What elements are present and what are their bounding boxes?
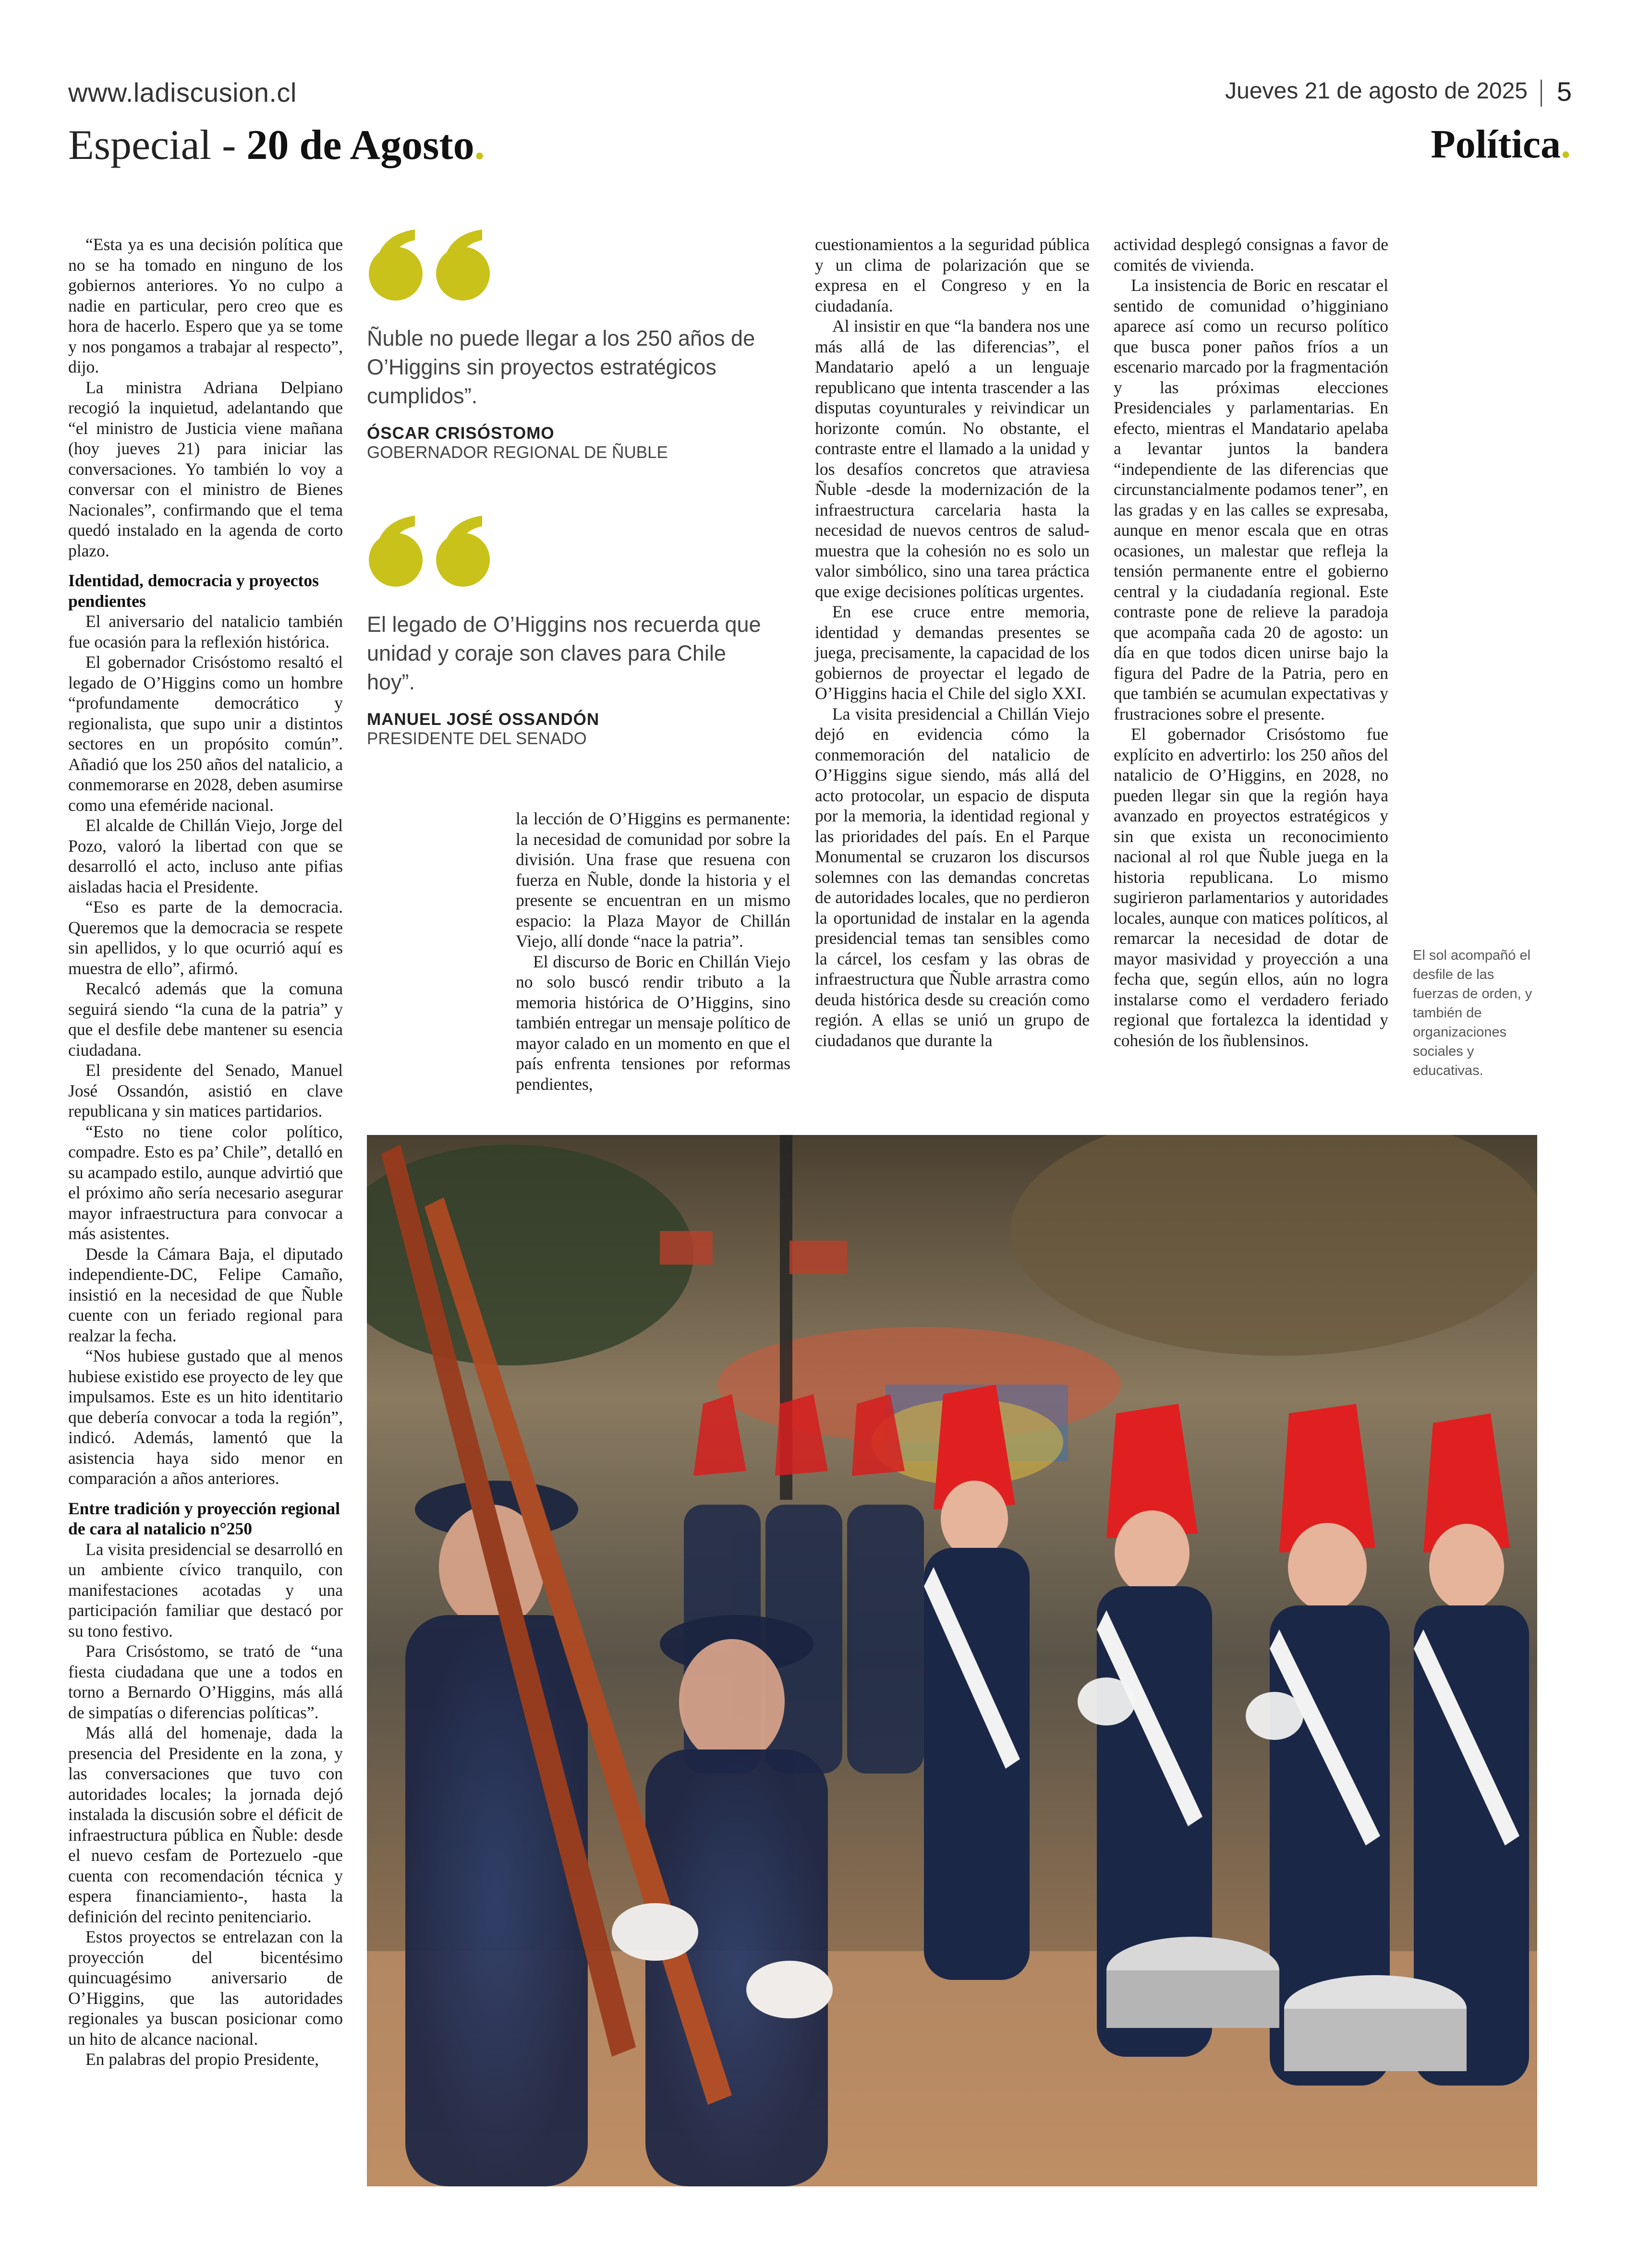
quote-author-role: PRESIDENTE DEL SENADO: [367, 729, 587, 748]
category-label: Política: [1431, 122, 1561, 167]
paragraph: la lección de O’Higgins es permanente: la necesidad de comunidad por sobre la división. Una frase que resuena con fuerza en Ñuble, donde la historia y el presente se encuentran en un mismo espacio: la Plaza Mayor de Chillán Viejo, allí donde “nace la patria”.: [516, 809, 790, 951]
header-divider: [1541, 80, 1542, 107]
paragraph: En ese cruce entre memoria, identidad y demandas presentes se juega, precisamente, la capacidad de los gobiernos de proyectar el legado de O’Higgins hacia el Chile del siglo XXI.: [815, 602, 1090, 703]
parade-photo: [367, 1135, 1537, 2186]
paragraph: actividad desplegó consignas a favor de comités de vivienda.: [1114, 235, 1388, 275]
quote-author: ÓSCAR CRISÓSTOMO: [367, 424, 555, 443]
paragraph: En palabras del propio Presidente,: [85, 2050, 319, 2069]
paragraph: “Eso es parte de la democracia. Queremos que la democracia se respete sin apellidos, y lo que ocurrió aquí es muestra de ello”, afirmó.: [68, 897, 343, 978]
paragraph: “Esta ya es una decisión política que no se ha tomado en ninguno de los gobiernos anteriores. Yo no culpo a nadie en particular, pero creo que es hora de hacerlo. Espero que ya se tome y nos pongamos a trabajar al respecto”, dijo.: [68, 235, 343, 376]
paragraph: El presidente del Senado, Manuel José Ossandón, asistió en clave republicana y sin matices partidarios.: [68, 1061, 343, 1121]
article-column-2: [516, 808, 790, 1094]
subheading: Entre tradición y proyección regional de cara al natalicio n°250: [68, 1498, 340, 1538]
paragraph: Desde la Cámara Baja, el diputado independiente-DC, Felipe Camaño, insistió en la necesidad de que Ñuble cuente con un feriado regional para realzar la fecha.: [68, 1244, 343, 1345]
quote-text: Ñuble no puede llegar a los 250 años de O’Higgins sin proyectos estratégicos cumplidos”.: [367, 326, 755, 408]
article-column-3: [815, 234, 1090, 1050]
paragraph: Más allá del homenaje, dada la presencia del Presidente en la zona, y las conversaciones que tuvo con autoridades locales; la jornada dejó instalada la discusión sobre el déficit de infraestructura pública en Ñuble: desde el nuevo cesfam de Portezuelo -que cuenta con recomendación técnica y espera financiamiento-, hasta la definición del recinto penitenciario.: [68, 1723, 343, 1926]
paragraph: Al insistir en que “la bandera nos une más allá de las diferencias”, el Mandatario apeló a un lenguaje republicano que intenta trascender a las disputas coyunturales y reivindicar un horizonte común. No obstante, el contraste entre el llamado a la unidad y los desafíos concretos que atraviesa Ñuble -desde la modernización de la infraestructura carcelaria hasta la necesidad de nuevos centros de salud- muestra que la cohesión no es solo un valor simbólico, sino una tarea práctica que exige decisiones políticas urgentes.: [815, 316, 1090, 601]
paragraph: cuestionamientos a la seguridad pública y un clima de polarización que se expresa en el Congreso y en la ciudadanía.: [815, 235, 1090, 315]
paragraph: La visita presidencial se desarrolló en un ambiente cívico tranquilo, con manifestaciones acotadas y una participación familiar que destacó por su tono festivo.: [68, 1539, 343, 1641]
category-title: [1431, 121, 1571, 168]
section-title-bold: 20 de Agosto: [246, 122, 474, 169]
section-title: [68, 121, 485, 169]
subheading: Identidad, democracia y proyectos pendientes: [68, 571, 319, 611]
paragraph: Para Crisóstomo, se trató de “una fiesta ciudadana que une a todos en torno a Bernardo O’Higgins, más allá de simpatías o diferencias políticas”.: [68, 1641, 343, 1722]
quote-text: El legado de O’Higgins nos recuerda que unidad y coraje son claves para Chile hoy”.: [367, 612, 761, 694]
article-column-1: [68, 234, 343, 2070]
paragraph: Recalcó además que la comuna seguirá siendo “la cuna de la patria” y que el desfile debe mantener su esencia ciudadana.: [68, 979, 343, 1060]
paragraph: El alcalde de Chillán Viejo, Jorge del Pozo, valoró la libertad con que se desarrolló el acto, incluso ante pifias aisladas hacia el Presidente.: [68, 816, 343, 896]
parade-illustration: [367, 1135, 1537, 2186]
paragraph: “Nos hubiese gustado que al menos hubiese existido ese proyecto de ley que impulsamos. Este es un hito identitario que debería convocar a toda la región”, indicó. Además, lamentó que la asistencia haya sido menor en comparación a años anteriores.: [68, 1346, 343, 1488]
paragraph: El gobernador Crisóstomo fue explícito en advertirlo: los 250 años del natalicio de O’Higgins, en 2028, no pueden llegar sin que la región haya avanzado en proyectos estratégicos y sin que exista un reconocimiento nacional al rol que Ñuble juega en la historia republicana. Lo mismo sugirieron parlamentarios y autoridades locales, aunque con matices políticos, al remarcar la necesidad de dotar de mayor masividad y proyección a una fecha que, según ellos, aún no logra instalarse como el verdadero feriado regional que fortalezca la identidad y cohesión de los ñublensinos.: [1114, 724, 1388, 1050]
paragraph: Estos proyectos se entrelazan con la proyección del bicentésimo quincuagésimo aniversario de O’Higgins, que las autoridades regionales ya buscan posicionar como un hito de alcance nacional.: [68, 1927, 343, 2049]
website-url[interactable]: www.ladiscusion.cl: [68, 77, 297, 108]
pull-quote-2: [367, 512, 780, 748]
quote-mark-icon: [367, 512, 501, 589]
paragraph: “Esto no tiene color político, compadre. Esto es pa’ Chile”, detalló en su acampado estilo, aunque advirtió que el próximo año sería necesario asegurar mayor infraestructura para convocar a más asistentes.: [68, 1122, 343, 1243]
paragraph: El discurso de Boric en Chillán Viejo no solo buscó rendir tributo a la memoria histórica de O’Higgins, sino también entregar un mensaje político de mayor calado en un momento en que el país enfrenta tensiones por reformas pendientes,: [516, 952, 790, 1094]
quote-author-role: GOBERNADOR REGIONAL DE ÑUBLE: [367, 443, 668, 462]
quote-mark-icon: [367, 226, 501, 302]
quote-author: MANUEL JOSÉ OSSANDÓN: [367, 710, 600, 729]
photo-caption: El sol acompañó el desfile de las fuerzas de orden, y también de organizaciones sociales y educativas.: [1413, 948, 1532, 1078]
paragraph: La insistencia de Boric en rescatar el sentido de comunidad o’higginiano aparece así como un recurso político que busca poner paños fríos a un escenario marcado por la fragmentación y las próximas elecciones Presidenciales y parlamentarias. En efecto, mientras el Mandatario apelaba a levantar juntos la bandera “independiente de las diferencias que circunstancialmente podamos tener”, en las gradas y en las calles se expresaba, aunque en menor escala que en otras ocasiones, un malestar que refleja la tensión permanente entre el gobierno central y la ciudadanía regional. Este contraste pone de relieve la paradoja que acompaña cada 20 de agosto: un día en que todos dicen unirse bajo la figura del Padre de la Patria, pero en que también se acumulan expectativas y frustraciones sobre el presente.: [1114, 276, 1388, 724]
publication-date: Jueves 21 de agosto de 2025: [1225, 78, 1528, 104]
paragraph: El gobernador Crisóstomo resaltó el legado de O’Higgins como un hombre “profundamente democrático y regionalista, que supo unir a distintos sectores en un propósito común”. Añadió que los 250 años del natalicio, a conmemorarse en 2028, deben asumirse como una efeméride nacional.: [68, 652, 343, 815]
paragraph: El aniversario del natalicio también fue ocasión para la reflexión histórica.: [68, 612, 343, 651]
section-dot: .: [474, 122, 485, 169]
category-dot: .: [1561, 122, 1571, 167]
pull-quote-1: [367, 226, 780, 462]
paragraph: La ministra Adriana Delpiano recogió la inquietud, adelantando que “el ministro de Justicia viene mañana (hoy jueves 21) para iniciar las conversaciones. Yo también lo voy a conversar con el ministro de Bienes Nacionales”, confirmando que el tema quedó instalado en la agenda de corto plazo.: [68, 377, 343, 560]
section-prefix: Especial -: [68, 122, 247, 169]
paragraph: La visita presidencial a Chillán Viejo dejó en evidencia cómo la conmemoración del natalicio de O’Higgins sigue siendo, más allá del acto protocolar, un espacio de disputa por la memoria, la identidad regional y las prioridades del país. En el Parque Monumental se cruzaron los discursos solemnes con las demandas concretas de autoridades locales, que no perdieron la oportunidad de instalar en la agenda presidencial temas tan sensibles como la cárcel, los cesfam y las obras de infraestructura que Ñuble arrastra como deuda histórica desde su creación como región. A ellas se unió un grupo de ciudadanos que durante la: [815, 704, 1090, 1050]
page-number: 5: [1556, 76, 1572, 107]
article-column-4: [1114, 234, 1388, 1050]
